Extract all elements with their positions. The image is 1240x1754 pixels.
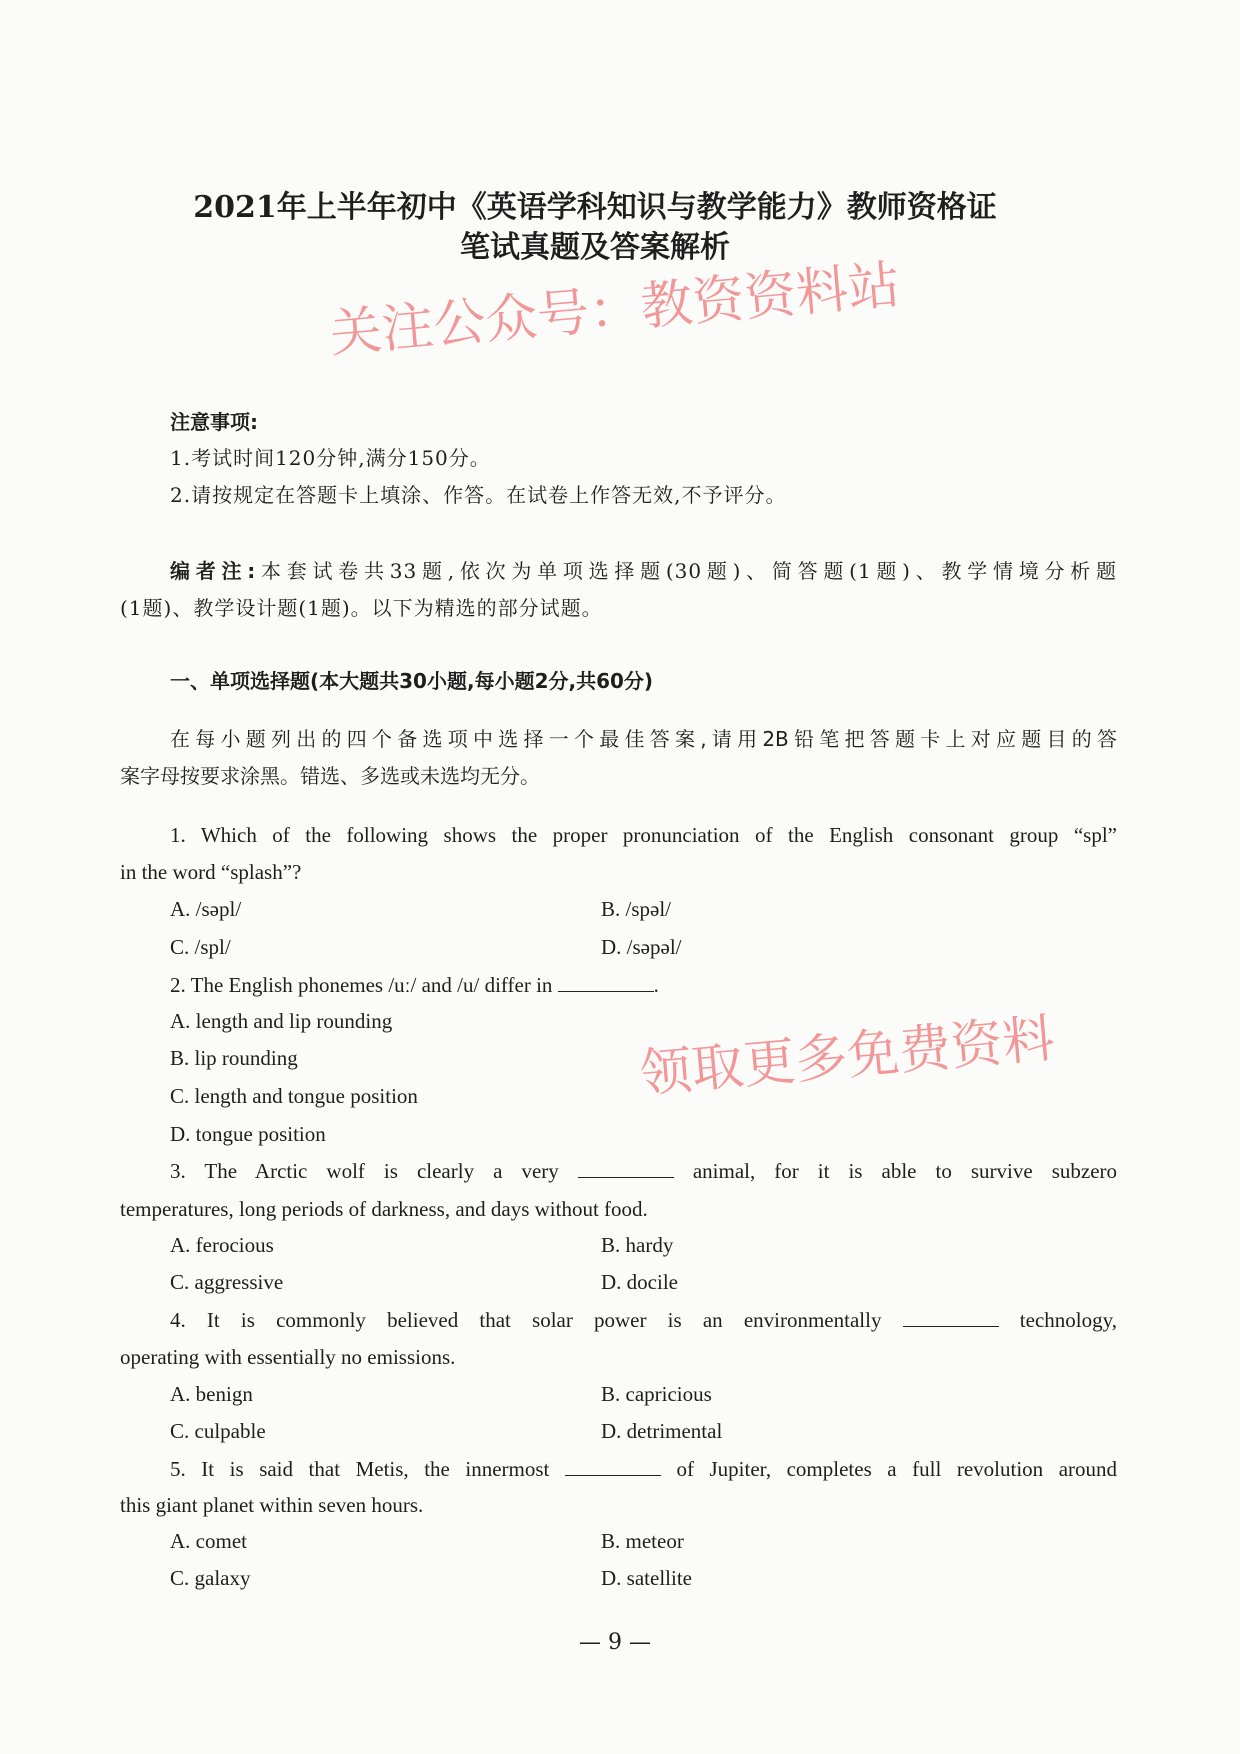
question-5-option-a: A. comet bbox=[170, 1529, 247, 1553]
section-instructions-line2: 案字母按要求涂黑。错选、多选或未选均无分。 bbox=[120, 764, 540, 788]
question-4-option-c: C. culpable bbox=[170, 1419, 266, 1443]
question-3-option-a: A. ferocious bbox=[170, 1233, 274, 1257]
answer-blank bbox=[578, 1159, 674, 1178]
answer-blank bbox=[558, 973, 654, 992]
answer-blank bbox=[903, 1308, 999, 1327]
document-title-line2: 笔试真题及答案解析 bbox=[460, 230, 730, 265]
question-1-option-c: C. /spl/ bbox=[170, 935, 231, 959]
question-1-stem-cont: in the word “splash”? bbox=[120, 860, 302, 884]
question-5-stem-cont: this giant planet within seven hours. bbox=[120, 1493, 424, 1517]
question-2-option-c: C. length and tongue position bbox=[170, 1084, 418, 1108]
question-2-option-a: A. length and lip rounding bbox=[170, 1009, 393, 1033]
section-heading: 一、单项选择题(本大题共30小题,每小题2分,共60分) bbox=[170, 669, 654, 693]
question-3-option-b: B. hardy bbox=[601, 1233, 674, 1257]
notice-item-2: 2.请按规定在答题卡上填涂、作答。在试卷上作答无效,不予评分。 bbox=[170, 483, 787, 507]
question-1-option-a: A. /səpl/ bbox=[170, 897, 242, 921]
question-2-stem bbox=[170, 971, 659, 999]
question-5-option-b: B. meteor bbox=[601, 1529, 684, 1553]
question-3-stem-end: animal, for it is able to survive subzero bbox=[692, 1159, 1118, 1183]
editor-note-text: 本套试卷共33题,依次为单项选择题(30题)、简答题(1题)、教学情境分析题 bbox=[256, 559, 1117, 583]
section-instructions-line1: 在每小题列出的四个备选项中选择一个最佳答案,请用2B铅笔把答题卡上对应题目的答 bbox=[170, 727, 1117, 751]
notice-item-1: 1.考试时间120分钟,满分150分。 bbox=[170, 446, 491, 470]
question-4-stem-text: 4. It is commonly believed that solar power is an environmentally bbox=[170, 1308, 882, 1332]
question-2-stem-text: 2. The English phonemes /uː/ and /u/ differ in bbox=[170, 973, 553, 997]
question-2-option-d: D. tongue position bbox=[170, 1122, 326, 1146]
question-4-option-a: A. benign bbox=[170, 1382, 253, 1406]
question-3-stem-cont: temperatures, long periods of darkness, and days without food. bbox=[120, 1197, 648, 1221]
answer-blank bbox=[565, 1457, 661, 1476]
question-5-option-d: D. satellite bbox=[601, 1566, 692, 1590]
question-4-option-d: D. detrimental bbox=[601, 1419, 723, 1443]
question-1-option-b: B. /spəl/ bbox=[601, 897, 672, 921]
question-4-stem-cont: operating with essentially no emissions. bbox=[120, 1345, 456, 1369]
question-3-stem bbox=[170, 1157, 1117, 1185]
editor-note-label: 编者注: bbox=[170, 559, 257, 583]
question-3-option-c: C. aggressive bbox=[170, 1270, 284, 1294]
question-5-stem-text: 5. It is said that Metis, the innermost bbox=[170, 1457, 550, 1481]
question-2-option-b: B. lip rounding bbox=[170, 1046, 298, 1070]
notice-heading: 注意事项: bbox=[170, 410, 258, 434]
editor-note-line1 bbox=[170, 557, 1117, 585]
document-title-line1: 2021年上半年初中《英语学科知识与教学能力》教师资格证 bbox=[193, 190, 997, 225]
question-4-stem-end: technology, bbox=[1019, 1308, 1117, 1332]
watermark-line1: 关注公众号：教资资料站 bbox=[327, 255, 903, 365]
question-2-stem-end: . bbox=[653, 973, 659, 997]
editor-note-line2: (1题)、教学设计题(1题)。以下为精选的部分试题。 bbox=[120, 596, 603, 620]
question-5-stem-end: of Jupiter, completes a full revolution around bbox=[676, 1457, 1118, 1481]
question-3-stem-text: 3. The Arctic wolf is clearly a very bbox=[170, 1159, 559, 1183]
question-4-option-b: B. capricious bbox=[601, 1382, 712, 1406]
page-number: — 9 — bbox=[579, 1630, 651, 1655]
question-5-option-c: C. galaxy bbox=[170, 1566, 251, 1590]
question-3-option-d: D. docile bbox=[601, 1270, 678, 1294]
question-4-stem bbox=[170, 1306, 1117, 1334]
question-5-stem bbox=[170, 1455, 1117, 1483]
watermark-line2: 领取更多免费资料 bbox=[637, 1008, 1058, 1105]
question-1-stem: 1. Which of the following shows the proper pronunciation of the English consonant group “spl” bbox=[170, 823, 1117, 847]
question-1-option-d: D. /səpəl/ bbox=[601, 935, 682, 959]
